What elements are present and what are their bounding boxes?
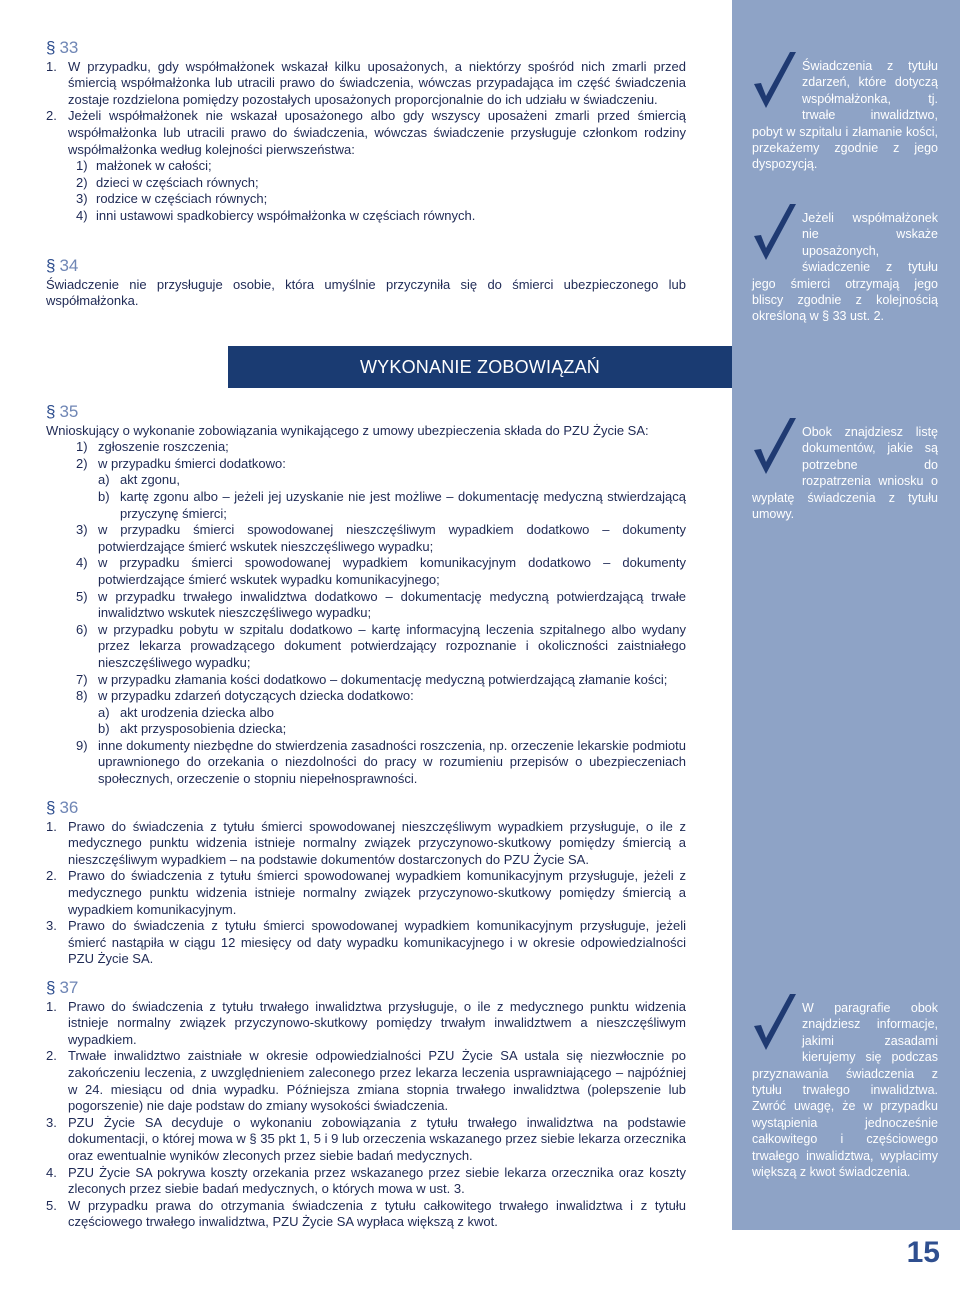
item-text: akt przysposobienia dziecka; (120, 721, 287, 737)
item-text: akt zgonu, (120, 472, 180, 488)
page-number: 15 (906, 1236, 940, 1269)
paragraph-sign: § (46, 798, 56, 817)
item-number: 2. (46, 1048, 57, 1064)
item-text: Trwałe inwalidztwo zaistniałe w okresie odpowiedzialności PZU Życie SA ustala się niezwłocznie po zakończeniu leczenia, z uwzględnieniem zaleconego przez lekarza leczenia usprawniającego – najpóźniej w 24. miesiącu od dnia wypadku. Późniejsza zmiana stopnia trwałego inwalidztwa (polepszenie lub pogorszenie) nie daje podstaw do zmiany wysokości świadczenia. (68, 1048, 686, 1114)
item-number: 1) (76, 439, 88, 455)
list-item (76, 439, 686, 456)
section-heading: § 33 (46, 38, 79, 57)
list-item (98, 489, 686, 522)
section-33-subitems (76, 158, 686, 224)
list-item (46, 1165, 686, 1198)
item-text: kartę zgonu albo – jeżeli jej uzyskanie nie jest możliwe – dokumentację medyczną stwierdzającą przyczynę śmierci; (120, 488, 686, 521)
list-item (76, 555, 686, 588)
section-36 (46, 800, 686, 968)
section-33 (46, 40, 686, 225)
list-item (46, 1198, 686, 1231)
section-34 (46, 258, 686, 310)
item-text: małżonek w całości; (96, 158, 212, 174)
item-number: 2. (46, 868, 57, 884)
list-item (98, 472, 686, 489)
list-item (76, 688, 686, 705)
item-number: 7) (76, 671, 88, 687)
list-item (76, 522, 686, 555)
item-number: 5. (46, 1197, 57, 1213)
paragraph-sign: § (46, 978, 56, 997)
section-33-items (46, 59, 686, 159)
list-item (76, 589, 686, 622)
section-35 (46, 404, 686, 788)
checkmark-icon (750, 992, 800, 1054)
item-number: 3. (46, 1114, 57, 1130)
item-number: 1. (46, 58, 57, 74)
list-item (46, 868, 686, 918)
item-text: dzieci w częściach równych; (96, 174, 259, 190)
item-text: akt urodzenia dziecka albo (120, 704, 274, 720)
section-heading: § 37 (46, 978, 79, 997)
item-number: 3. (46, 918, 57, 934)
sidebar-note: Świadczenia z tytułu zdarzeń, które dotyczą współmałżonka, tj. trwałe inwalidztwo, pobyt w szpitalu i złamanie kości, przekażemy zgodnie z jego dyspozycją. (752, 58, 938, 173)
item-number: 4. (46, 1164, 57, 1180)
item-number: 4) (76, 207, 88, 223)
list-item (98, 705, 686, 722)
checkmark-icon (750, 50, 800, 112)
list-item (46, 999, 686, 1049)
checkmark-icon (750, 416, 800, 478)
item-text: w przypadku pobytu w szpitalu dodatkowo – kartę informacyjną leczenia szpitalnego albo wydany przez lekarza prowadzącego dokument potwierdzający rozpoznanie i okoliczności zaistniałego nieszczęśliwego wypadku; (98, 621, 686, 670)
section-35-intro: Wnioskujący o wykonanie zobowiązania wynikającego z umowy ubezpieczenia składa do PZU Życie SA: (46, 422, 649, 438)
item-number: 8) (76, 688, 88, 704)
item-text: Prawo do świadczenia z tytułu śmierci spowodowanej nieszczęśliwym wypadkiem przysługuje, o ile z medycznego punktu widzenia istnieje normalny związek przyczynowo-skutkowy pomiędzy śmiercią a nieszczęśliwym wypadkiem – na podstawie dokumentów dostarczonych do PZU Życie SA. (68, 818, 686, 867)
item-text: Prawo do świadczenia z tytułu trwałego inwalidztwa przysługuje, o ile z medycznego punktu widzenia istnieje normalny związek przyczynowo-skutkowy pomiędzy trwałym inwalidztwem a nieszczęśliwym wypadkiem. (68, 998, 686, 1047)
list-item (76, 175, 686, 192)
list-item (46, 59, 686, 109)
item-text: rodzice w częściach równych; (96, 191, 268, 207)
list-item (46, 819, 686, 869)
item-text: inne dokumenty niezbędne do stwierdzenia zasadności roszczenia, np. orzeczenie lekarskie podmiotu uprawnionego do orzekania o niezdolności do pracy w rozumieniu przepisów o ubezpieczeniach społecznych, orzeczenie o stopniu niepełnosprawności. (98, 737, 686, 787)
item-text: w przypadku trwałego inwalidztwa dodatkowo – dokumentację medyczną potwierdzającą trwałe inwalidztwo wskutek nieszczęśliwego wypadku; (98, 588, 686, 621)
checkmark-icon (750, 202, 800, 264)
list-item (76, 672, 686, 689)
paragraph-sign: § (46, 256, 56, 275)
item-text: w przypadku śmierci spowodowanej nieszczęśliwym wypadkiem dodatkowo – dokumenty potwierdzające śmierć wskutek nieszczęśliwego wypadku; (98, 522, 686, 554)
sidebar-note: W paragrafie obok znajdziesz informacje, jakimi zasadami kierujemy się podczas przyznawania świadczenia z tytułu trwałego inwalidztwa. Zwróć uwagę, że w przypadku wystąpienia jednocześnie całkowitego i częściowego trwałego inwalidztwa, wypłacimy większą z kwot świadczenia. (752, 1000, 938, 1180)
item-number: b) (98, 488, 110, 504)
paragraph-sign: § (46, 402, 56, 421)
section-heading: § 35 (46, 402, 79, 421)
item-number: 4) (76, 555, 88, 571)
item-text: W przypadku, gdy współmałżonek wskazał kilku uposażonych, a niektórzy spośród nich zmarli przed śmiercią współmałżonka lub utracili prawo do świadczenia, wówczas przypadająca im część świadczenia zostaje rozdzielona pomiędzy pozostałych uposażonych proporcjonalnie do ich udziału w świadczeniu. (68, 58, 686, 107)
item-number: 1. (46, 818, 57, 834)
list-item (76, 622, 686, 672)
item-text: w przypadku śmierci spowodowanej wypadkiem komunikacyjnym dodatkowo – dokumenty potwierdzające śmierć wskutek wypadku komunikacyjnego; (98, 555, 686, 587)
item-number: 2. (46, 108, 57, 124)
item-number: 1. (46, 998, 57, 1014)
list-item (76, 191, 686, 208)
list-item (46, 108, 686, 158)
item-text: PZU Życie SA decyduje o wykonaniu zobowiązania z tytułu trwałego inwalidztwa na podstawie dokumentacji, o której mowa w § 35 pkt 1, 5 i 9 lub orzeczenia wskazanego przez siebie lekarza orzecznika oraz ewentualnie wyników zleconych przez siebie badań medycznych. (68, 1114, 686, 1163)
item-number: 1) (76, 158, 88, 174)
list-item (46, 918, 686, 968)
list-item (98, 721, 686, 738)
item-number: a) (98, 472, 110, 488)
list-item (76, 456, 686, 473)
list-item (76, 208, 686, 225)
item-text: Prawo do świadczenia z tytułu śmierci spowodowanej wypadkiem komunikacyjnym przysługuje, jeżeli śmierć nastąpiła w ciągu 12 miesięcy od daty wypadku komunikacyjnego i w okresie odpowiedzialności PZU Życie SA. (68, 918, 686, 967)
item-text: inni ustawowi spadkobiercy współmałżonka w częściach równych. (96, 207, 476, 223)
section-34-text: Świadczenie nie przysługuje osobie, która umyślnie przyczyniła się do śmierci ubezpieczonego lub współmałżonka. (46, 276, 686, 309)
list-item (46, 1048, 686, 1114)
section-36-items (46, 819, 686, 968)
item-text: w przypadku śmierci dodatkowo: (98, 455, 286, 471)
paragraph-sign: § (46, 38, 56, 57)
item-number: 3) (76, 522, 88, 538)
item-number: b) (98, 721, 110, 737)
item-number: 5) (76, 588, 88, 604)
section-37-items (46, 999, 686, 1231)
banner-title: WYKONANIE ZOBOWIĄZAŃ (359, 356, 600, 377)
item-text: Prawo do świadczenia z tytułu śmierci spowodowanej wypadkiem komunikacyjnym przysługuje, jeżeli z medycznego punktu widzenia istnieje normalny związek przyczynowo-skutkowy pomiędzy śmiercią a wypadkiem komunikacyjnym. (68, 868, 686, 917)
item-number: 6) (76, 621, 88, 637)
section-heading: § 34 (46, 256, 79, 275)
item-text: w przypadku złamania kości dodatkowo – dokumentację medyczną potwierdzającą złamanie kości; (98, 671, 668, 687)
section-banner (228, 346, 732, 388)
item-text: PZU Życie SA pokrywa koszty orzekania przez wskazanego przez siebie lekarza orzecznika oraz koszty zleconych przez siebie badań medycznych, o których mowa w ust. 3. (68, 1164, 686, 1197)
item-number: 2) (76, 455, 88, 471)
section-heading: § 36 (46, 798, 79, 817)
item-number: 2) (76, 174, 88, 190)
section-35-items (46, 439, 686, 787)
section-37 (46, 980, 686, 1231)
item-text: Jeżeli współmałżonek nie wskazał uposażonego albo gdy wszyscy uposażeni zmarli przed śmiercią współmałżonka lub utracili prawo do świadczenia, wówczas świadczenie przysługuje członkom rodziny współmałżonka według kolejności pierwszeństwa: (68, 108, 686, 157)
item-text: W przypadku prawa do otrzymania świadczenia z tytułu całkowitego trwałego inwalidztwa i z tytułu częściowego trwałego inwalidztwa, PZU Życie SA wypłaca większą z kwot. (68, 1197, 686, 1230)
sidebar-note: Jeżeli współmałżonek nie wskaże uposażonych, świadczenie z tytułu jego śmierci otrzymają jego bliscy zgodnie z kolejnością określoną w § 33 ust. 2. (752, 210, 938, 325)
item-text: zgłoszenie roszczenia; (98, 439, 229, 455)
item-number: 3) (76, 191, 88, 207)
item-number: a) (98, 704, 110, 720)
item-number: 9) (76, 737, 88, 753)
item-text: w przypadku zdarzeń dotyczących dziecka dodatkowo: (98, 688, 414, 704)
list-item (46, 1115, 686, 1165)
list-item (76, 738, 686, 788)
list-item (76, 158, 686, 175)
sidebar-note: Obok znajdziesz listę dokumentów, jakie są potrzebne do rozpatrzenia wniosku o wypłatę świadczenia z tytułu umowy. (752, 424, 938, 522)
